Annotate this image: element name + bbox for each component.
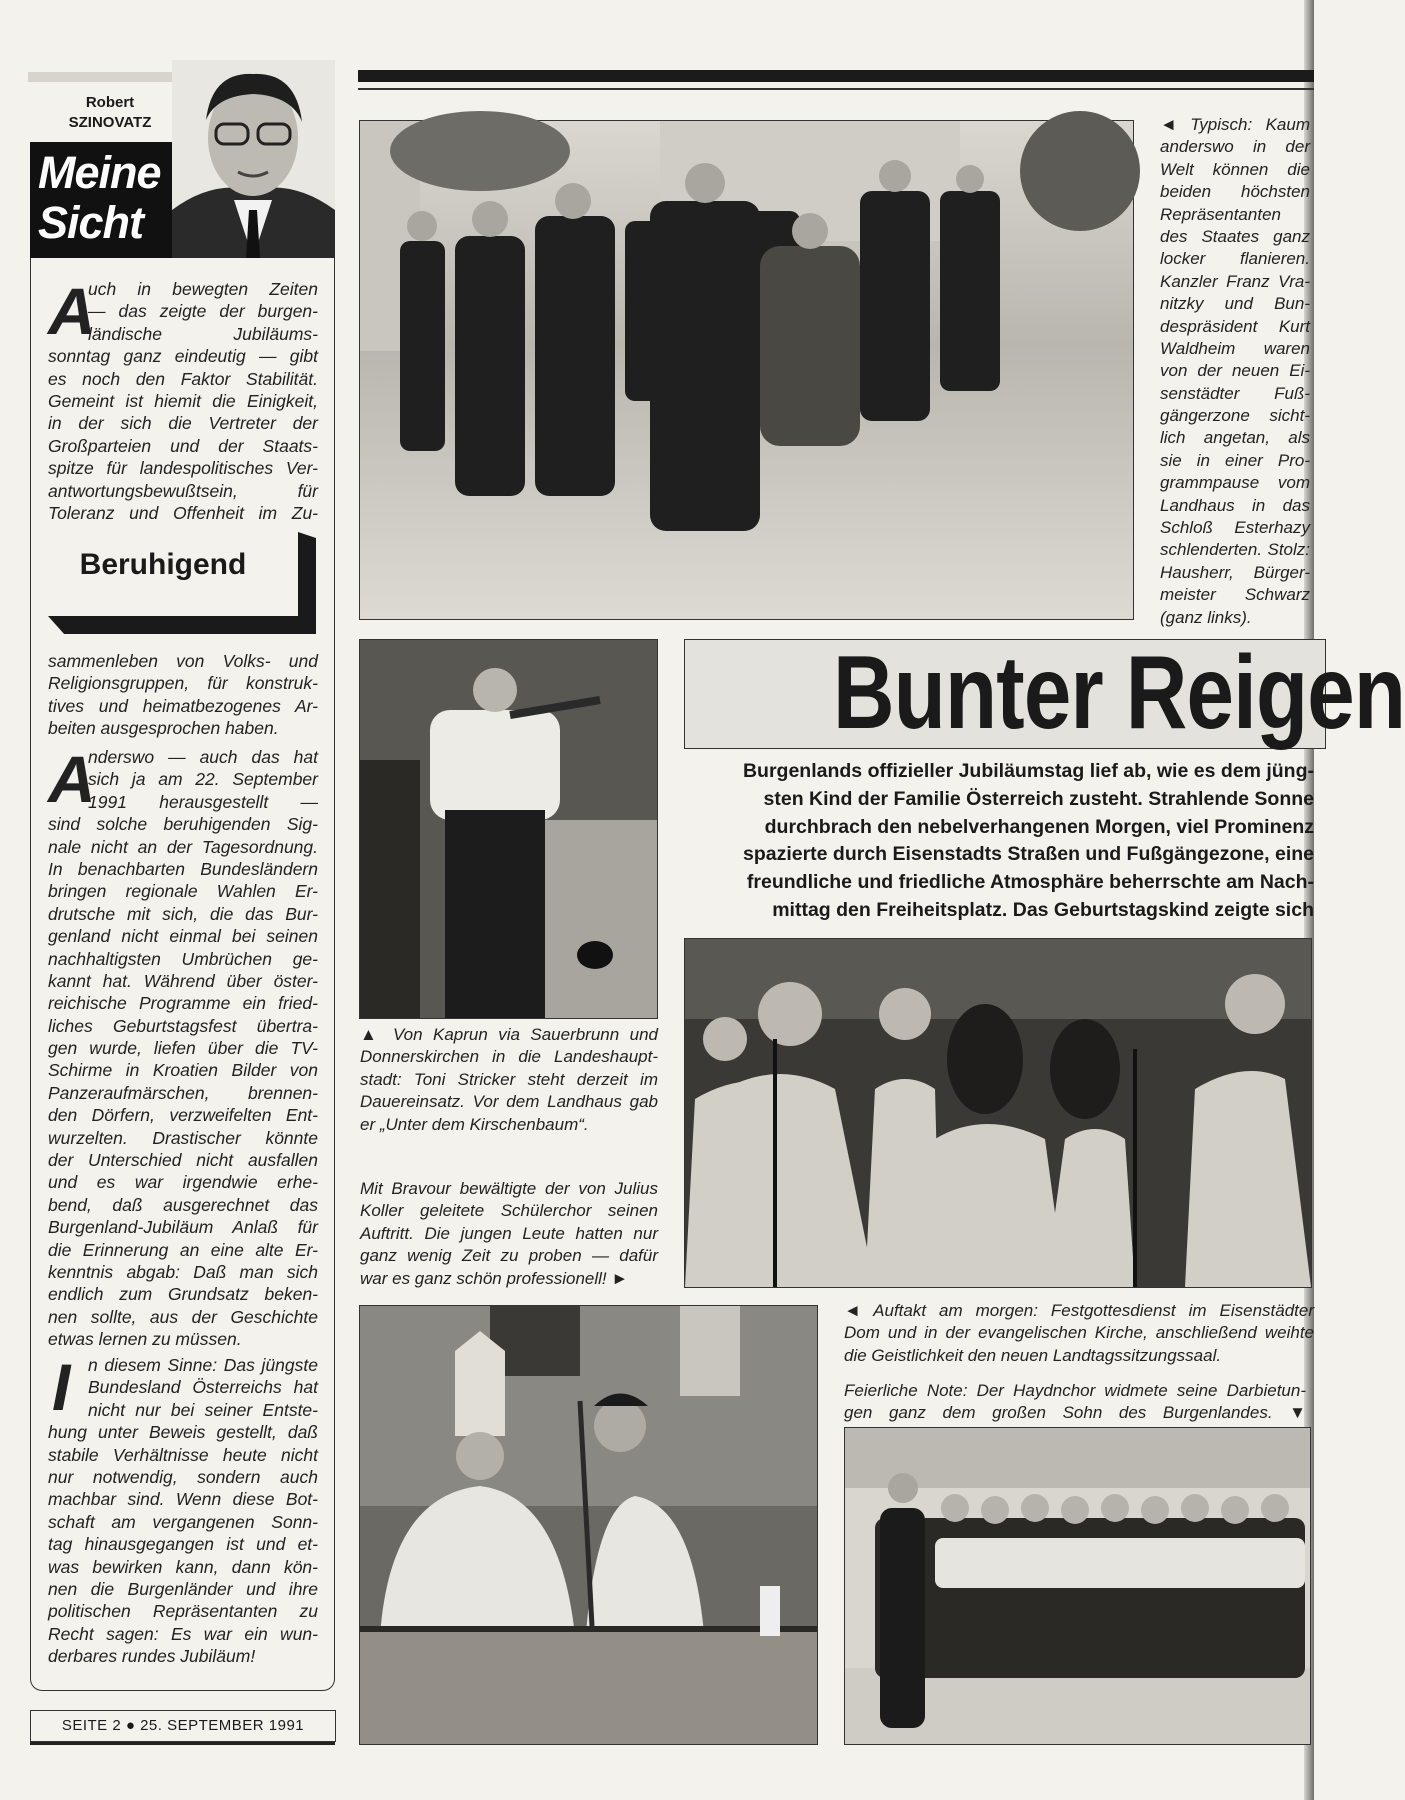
top-rule-thin [358,88,1314,90]
caption-school-choir [360,1178,658,1290]
text-line: beiten ausgesprochen haben. [48,718,279,739]
column-subhead: Beruhigend [79,548,247,581]
text-line: Waldheim waren [1160,338,1310,358]
text-line: es noch den Faktor Stabilität. [48,368,318,389]
author-last-name: SZINOVATZ [68,114,152,131]
text-line: Auftritt. Die jungen Leute hatten nur [360,1223,658,1243]
text-line: gen wurde, liefen über die TV- [48,1038,318,1059]
text-line: 1991 herausgestellt — [88,791,318,812]
text-line: Hausherr, Bürger- [1160,562,1310,582]
column-paragraph-2 [48,742,318,1351]
text-line: nachhaltigsten Umbrüchen ge- [48,948,318,969]
text-line: Toleranz und Offenheit im Zu- [48,502,318,523]
text-line: des Staates ganz [1160,226,1310,246]
text-line: bringen regionale Wahlen Er- [48,881,318,902]
text-line: nale nicht an der Tagesordnung. [48,836,318,857]
text-line: liches Geburtstagsfest übertra- [48,1015,318,1036]
text-line: Burgenland-Jubiläum Anlaß für [48,1217,318,1238]
photo-violinist [359,639,658,1019]
column-paragraph-3 [48,1350,318,1667]
intro-line: spazierte durch Eisenstadts Straßen und Fußgängezone, eine [742,843,1314,866]
drop-cap: I [52,1350,71,1424]
text-line: ganz wenig Zeit zu proben — dafür [360,1246,658,1266]
kicker-line-1: Meine [38,147,161,198]
text-line: nen die Burgenländer und ihre [48,1578,318,1599]
subhead-bracket-horizontal [48,616,316,634]
text-line: genland nicht einmal bei seinen [48,926,318,947]
text-line: etwas lernen zu müssen. [48,1329,242,1350]
text-line: nicht nur bei seiner Entste- [88,1399,318,1420]
text-line: drutsche mit sich, die das Bur- [48,903,318,924]
text-line: er „Unter dem Kirschenbaum“. [360,1114,589,1134]
text-line: nderswo — auch das hat [88,747,318,767]
text-line: senstädter Fuß- [1160,383,1310,403]
text-line: tag hinausgegangen ist und et- [48,1534,318,1555]
text-line: Recht sagen: Es war ein wun- [48,1623,318,1644]
text-line: n diesem Sinne: Das jüngste [88,1355,318,1375]
author-first-name: Robert [85,94,135,111]
page-footer: SEITE 2 ● 25. SEPTEMBER 1991 [30,1710,336,1742]
text-line: Schirme in Kroatien Bilder von [48,1060,318,1081]
text-line: kenntnis abgab: Daß man sich [48,1261,318,1282]
text-line: stadt: Toni Stricker steht derzeit im [360,1069,658,1089]
text-line: ländische Jubiläums- [88,323,318,344]
text-line: endlich zum Grundsatz beken- [48,1284,318,1305]
text-line: Bundesland Österreichs hat [88,1377,318,1398]
text-line: ◄ Typisch: Kaum [1160,115,1310,134]
text-line: In benachbarten Bundesländern [48,858,318,879]
text-line: Welt können die [1160,159,1310,179]
text-line: Großparteien und der Staats- [48,435,318,456]
text-line: Panzeraufmärschen, brennen- [48,1082,318,1103]
text-line: Schloß Esterhazy [1160,518,1310,538]
text-line: uch in bewegten Zeiten [88,279,318,299]
text-line: den Dörfern, verzweifelten Ent- [48,1105,318,1126]
column-kicker [38,148,161,248]
text-line: nen sollte, aus der Geschichte [48,1306,318,1327]
kicker-line-2: Sicht [38,197,144,248]
text-line: antwortungsbewußtsein, für [48,480,318,501]
text-line: sammenleben von Volks- und [48,651,318,671]
intro-line: durchbrach den nebelverhangenen Morgen, viel Prominenz [764,815,1314,838]
text-line: kannt hat. Während über öster- [48,970,318,991]
article-intro [684,758,1314,925]
text-line: was bewirken kann, dann kön- [48,1556,318,1577]
caption-violinist [360,1024,658,1136]
text-line: war es ganz schön professionell! ► [360,1268,629,1288]
headline-box [684,635,1405,751]
caption-haydn-choir [844,1380,1306,1425]
intro-line: Burgenlands offizieller Jubiläumstag lief ab, wie es dem jüng- [742,760,1314,782]
text-line: sie in einer Pro- [1160,450,1310,470]
text-line: sonntag ganz eindeutig — gibt [48,346,318,367]
text-line: Feierliche Note: Der Haydnchor widmete seine Darbietun- [844,1381,1306,1400]
text-line: grammpause vom [1160,473,1310,493]
text-line: schlenderten. Stolz: [1160,540,1310,560]
intro-line: freundliche und friedliche Atmosphäre beherrschte am Nach- [746,871,1314,894]
caption-mass [844,1300,1314,1367]
text-line: Donnerskirchen in die Landeshaupt- [360,1047,658,1067]
text-line: bend, daß ausgerechnet das [48,1194,318,1215]
text-line: nitzky und Bun- [1160,294,1310,314]
text-line: Religionsgruppen, für konstruk- [48,673,318,694]
photo-bishop-mass [359,1305,818,1745]
author-byline [40,93,180,133]
text-line: lich angetan, als [1160,428,1310,448]
drop-cap: A [48,274,96,348]
column-paragraph-1-continued [48,650,318,740]
text-line: Kanzler Franz Vra- [1160,271,1310,291]
text-line: anderswo in der [1160,137,1310,157]
text-line: der Unterschied nicht ausfallen [48,1150,318,1171]
text-line: und es war irgendwie erhe- [48,1172,318,1193]
text-line: (ganz links). [1160,607,1252,627]
text-line: tives und heimatbezogenes Ar- [48,695,318,716]
headline: Bunter Reigen [833,635,1405,751]
photo-school-choir [684,938,1312,1288]
photo-haydn-choir [844,1427,1311,1745]
top-rule [358,70,1314,82]
text-line: sind solche beruhigenden Sig- [48,814,318,835]
text-line: — das zeigte der burgen- [88,301,318,322]
text-line: locker flanieren. [1160,249,1310,269]
text-line: sich ja am 22. September [88,769,318,790]
text-line: Mit Bravour bewältigte der von Julius [360,1179,658,1198]
text-line: despräsident Kurt [1160,316,1310,336]
text-line: gen ganz dem großen Sohn des Burgenlandes. ▼ [844,1403,1306,1423]
text-line: in der sich die Vertreter der [48,413,318,434]
text-line: gängerzone sicht- [1160,406,1310,426]
photo-dignitaries-walking [359,120,1134,620]
text-line: ▲ Von Kaprun via Sauerbrunn und [360,1025,658,1044]
text-line: ◄ Auftakt am morgen: Festgottesdienst im Eisenstädter [844,1301,1314,1320]
text-line: die Erinnerung an eine alte Er- [48,1239,318,1260]
text-line: spitze für landespolitisches Ver- [48,458,318,479]
text-line: Koller geleitete Schülerchor seinen [360,1201,658,1221]
drop-cap: A [48,742,96,816]
intro-line: mittag den Freiheitsplatz. Das Geburtstagskind zeigte sich [772,898,1314,921]
text-line: von der neuen Ei- [1160,361,1310,381]
text-line: Landhaus in das [1160,495,1310,515]
text-line: schaft am vergangenen Sonn- [48,1511,318,1532]
text-line: beiden höchsten [1160,182,1310,202]
intro-line: sten Kind der Familie Österreich zusteht. Strahlende Sonne [763,787,1314,810]
text-line: reichische Programme ein fried- [48,993,318,1014]
text-line: wurzelten. Drastischer könnte [48,1127,318,1148]
text-line: Gemeint ist hiemit die Einigkeit, [48,390,318,411]
caption-dignitaries [1160,114,1310,629]
text-line: Repräsentanten [1160,204,1281,224]
text-line: machbar sind. Wenn diese Bot- [48,1489,318,1510]
text-line: meister Schwarz [1160,585,1310,605]
text-line: nur notwendig, sondern auch [48,1466,318,1487]
author-photo [172,60,335,258]
text-line: stabile Verhältnisse heute nicht [48,1444,318,1465]
column-paragraph-1 [48,274,318,524]
text-line: Dom und in der evangelischen Kirche, anschließend weihte [844,1323,1314,1343]
text-line: Dauereinsatz. Vor dem Landhaus gab [360,1092,658,1112]
text-line: derbares rundes Jubiläum! [48,1646,256,1667]
text-line: politischen Repräsentanten zu [48,1601,318,1622]
text-line: hung unter Beweis gestellt, daß [48,1422,318,1443]
text-line: die Geistlichkeit den neuen Landtagssitzungssaal. [844,1345,1222,1365]
